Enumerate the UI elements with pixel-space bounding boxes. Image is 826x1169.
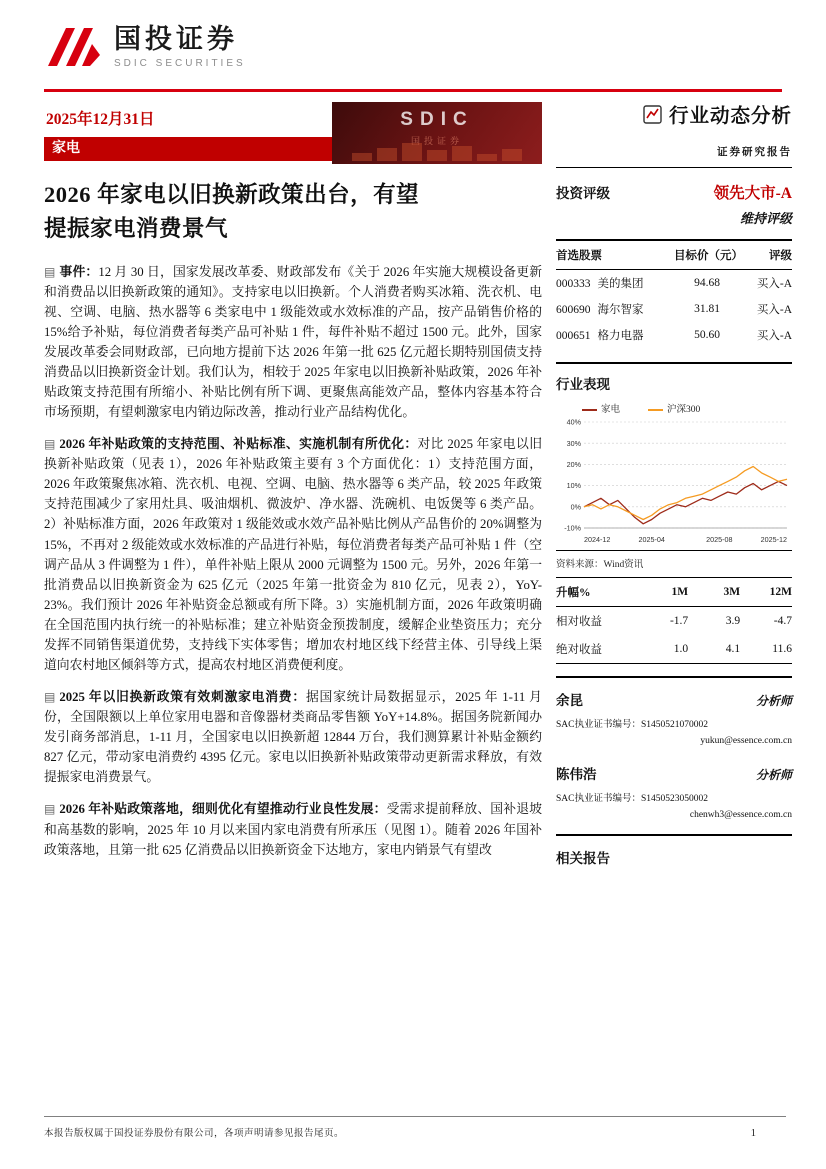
paragraph-lead: 2025 年以旧换新政策有效刺激家电消费： <box>59 690 306 705</box>
rating-status: 维持评级 <box>739 211 792 226</box>
svg-text:30%: 30% <box>566 438 581 448</box>
returns-value: -4.7 <box>773 615 792 627</box>
returns-value: 4.1 <box>725 643 741 655</box>
brand-name-en: SDIC SECURITIES <box>114 57 246 69</box>
stock-code: 600690 <box>556 304 591 316</box>
returns-row-label: 相对收益 <box>556 616 602 628</box>
returns-header: 12M <box>740 578 792 607</box>
analyst-cert: SAC执业证书编号：S1450521070002 <box>556 720 709 730</box>
section-bullet-icon: ▤ <box>44 264 56 279</box>
returns-value: 1.0 <box>673 643 689 655</box>
stock-name: 格力电器 <box>597 330 644 342</box>
svg-text:-10%: -10% <box>564 523 581 533</box>
paragraph-lead: 2026 年补贴政策落地，细则优化有望推动行业良性发展： <box>59 802 387 817</box>
legend-marker <box>648 409 663 411</box>
rating-label: 投资评级 <box>556 186 610 201</box>
report-type-label: 行业动态分析 <box>668 106 792 127</box>
stocks-header-target: 目标价（元） <box>674 241 740 270</box>
analyst-cert: SAC执业证书编号：S1450523050002 <box>556 794 709 804</box>
page-number: 1 <box>750 1128 756 1139</box>
stocks-header-row <box>556 241 792 270</box>
paragraph-2025-effect <box>44 687 542 787</box>
watermark-sub-text: 国投证券 <box>410 136 464 146</box>
industry-performance-title: 行业表现 <box>556 377 610 392</box>
returns-value: 3.9 <box>725 615 741 627</box>
analyst-block <box>556 752 792 826</box>
paragraph-text: 对比 2025 年家电以旧换新补贴政策（见表 1），2026 年补贴政策主要有 3 个方面优化：1）支持范围方面，2026 年政策聚焦冰箱、洗衣机、电视、空调、电脑、热水器等 6 类产品，较 2025 年政策支持范围减少了家用灶具、吸油烟机、微波炉、净水器、洗碗机、电饭煲等 6 类产品。2）补贴标准方面，2026 年政策对 1 级能效或水效产品补贴比例从产品售价的 20%调整为 15%，不再对 2 级能效或水效标准的产品进行补贴，每位消费者每类产品可补贴 1 件（空调产品从 3 件调整为 1 件），单件补贴上限从 2000 元调整为 1500 元。另外，2026 年第一批消费品以旧换新资金为 625 亿元（2025 年第一批资金为 810 亿元，见表 2），YoY-23%。我们预计 2026 年补贴资金总额或有所下降。3）实施机制方面，2026 年政策明确在全国范围内执行统一的补贴标准；建立补贴资金预拨制度，缓解企业垫资压力；充分发挥不同销售渠道优势，支持线下实体零售；增加农村地区线下经营主体、引导线上渠道向农村地区倾斜等方式，提高农村地区消费便利度。 <box>44 437 542 672</box>
table-row <box>556 635 792 664</box>
returns-value: 11.6 <box>772 643 792 655</box>
stock-name: 海尔智家 <box>597 304 644 316</box>
paragraph-policy-optimization <box>44 434 542 675</box>
svg-text:0%: 0% <box>570 502 581 512</box>
rating-value: 领先大市-A <box>713 185 792 202</box>
banner-watermark-art <box>332 102 542 164</box>
sidebar <box>556 100 792 867</box>
stock-target-price: 50.60 <box>694 329 720 341</box>
paragraph-text: 受需求提前释放、国补退坡和高基数的影响，2025 年 10 月以来国内家电消费有所承压（见图 1）。随着 2026 年国补政策落地，且第一批 625 亿消费品以旧换新资金下达地方，家电内销景气有望改 <box>44 802 543 857</box>
legend-label: 沪深300 <box>667 405 701 415</box>
analyst-role: 分析师 <box>755 768 792 782</box>
returns-header-row <box>556 578 792 607</box>
stock-rating: 买入-A <box>756 278 792 290</box>
chart-source: 资料来源：Wind资讯 <box>556 550 792 577</box>
svg-text:2025-08: 2025-08 <box>706 535 733 544</box>
stock-rating: 买入-A <box>756 304 792 316</box>
analyst-email: chenwh3@essence.com.cn <box>689 810 792 820</box>
brand-header <box>44 24 246 70</box>
returns-row-label: 绝对收益 <box>556 644 602 656</box>
related-reports-label: 相关报告 <box>556 851 610 866</box>
analyst-name: 陈伟浩 <box>556 767 597 782</box>
legend-item <box>582 401 620 415</box>
stocks-header-rating: 评级 <box>740 241 792 270</box>
returns-header: 3M <box>688 578 740 607</box>
returns-header: 1M <box>636 578 688 607</box>
section-bullet-icon: ▤ <box>44 802 56 817</box>
svg-text:40%: 40% <box>566 417 581 427</box>
svg-text:2025-04: 2025-04 <box>638 535 665 544</box>
paragraph-event <box>44 262 542 423</box>
svg-text:20%: 20% <box>566 460 581 469</box>
table-row <box>556 607 792 636</box>
section-bullet-icon: ▤ <box>44 437 56 452</box>
legend-label: 家电 <box>601 405 621 415</box>
report-date: 2025年12月31日 <box>46 111 155 128</box>
report-subtype-label: 证券研究报告 <box>717 147 792 158</box>
chart-legend <box>556 401 792 415</box>
brand-name <box>114 25 246 69</box>
stock-target-price: 31.81 <box>694 303 720 315</box>
table-row <box>556 270 792 297</box>
returns-header: 升幅% <box>556 578 636 607</box>
watermark-sdic-text: SDIC <box>400 109 474 130</box>
paragraph-text: 12 月 30 日，国家发展改革委、财政部发布《关于 2026 年实施大规模设备更新和消费品以旧换新政策的通知》。支持家电以旧换新。个人消费者购买冰箱、洗衣机、电视、空调、电脑、热水器等 6 类家电中 1 级能效或水效标准的产品，按产品销售价格的 15%给予补贴，每位消费者每类产品可补贴 1 件，每件补贴不超过 1500 元。此外，国家发展改革委会同财政部，已向地方提前下达 2026 年第一批 625 亿元超长期特别国债支持消费品以旧换新资金计划。我们认为，相较于 2025 年家电以旧换新补贴政策，2026 年补贴政策支持范围有所缩小、补贴比例有所下调、更聚焦高能效产品，整体内容基本符合市场预期，有望刺激家电内销边际改善，推动行业产品结构优化。 <box>44 264 543 420</box>
paragraph-text: 据国家统计局数据显示，2025 年 1-11 月份，全国限额以上单位家用电器和音像器材类商品零售额 YoY+14.8%。据国务院新闻办发引商务部消息，1-11 月，全国家电以旧换新超 12844 万台，我们测算累计补贴金额约 827 亿元，带动家电消费约 4395 亿元。家电以旧换新补贴政策带动更新需求释放，有效提振家电消费景气。 <box>44 690 542 785</box>
section-bullet-icon: ▤ <box>44 690 56 705</box>
sector-tag: 家电 <box>44 137 336 161</box>
analyst-name: 余昆 <box>556 693 583 708</box>
page-footer <box>44 1116 786 1139</box>
page-title-line2: 提振家电消费景气 <box>44 215 229 241</box>
footer-disclaimer: 本报告版权属于国投证券股份有限公司，各项声明请参见报告尾页。 <box>44 1129 345 1139</box>
legend-item <box>648 401 700 415</box>
paragraph-2026-outlook <box>44 799 542 859</box>
legend-marker <box>582 409 597 411</box>
stock-name: 美的集团 <box>597 278 644 290</box>
preferred-stocks-table <box>556 241 792 348</box>
paragraph-lead: 2026 年补贴政策的支持范围、补贴标准、实施机制有所优化： <box>59 437 418 452</box>
page-title <box>44 178 542 246</box>
returns-table <box>556 577 792 664</box>
investment-rating-row <box>556 168 792 206</box>
brand-name-cn: 国投证券 <box>114 24 238 55</box>
analyst-email: yukun@essence.com.cn <box>700 736 792 746</box>
paragraph-lead: 事件： <box>59 264 99 279</box>
page-title-line1: 2026 年家电以旧换新政策出台，有望 <box>44 182 420 207</box>
brand-logo-icon <box>44 24 102 70</box>
analyst-block <box>556 678 792 752</box>
industry-performance-chart <box>556 416 792 546</box>
svg-text:2025-12: 2025-12 <box>760 535 787 544</box>
line-chart-icon <box>643 105 662 124</box>
svg-text:10%: 10% <box>566 481 581 491</box>
header-divider <box>44 89 782 92</box>
stock-code: 000333 <box>556 278 591 290</box>
report-type-header <box>556 100 792 128</box>
stocks-header-name: 首选股票 <box>556 241 674 270</box>
analyst-role: 分析师 <box>755 694 792 708</box>
table-row <box>556 322 792 348</box>
stock-code: 000651 <box>556 330 591 342</box>
table-row <box>556 296 792 322</box>
building-silhouette-icon <box>352 141 522 161</box>
svg-text:2024-12: 2024-12 <box>584 535 611 544</box>
stock-rating: 买入-A <box>756 330 792 342</box>
stock-target-price: 94.68 <box>694 277 720 289</box>
main-column <box>44 102 542 872</box>
report-banner <box>44 102 542 164</box>
returns-value: -1.7 <box>669 615 689 627</box>
